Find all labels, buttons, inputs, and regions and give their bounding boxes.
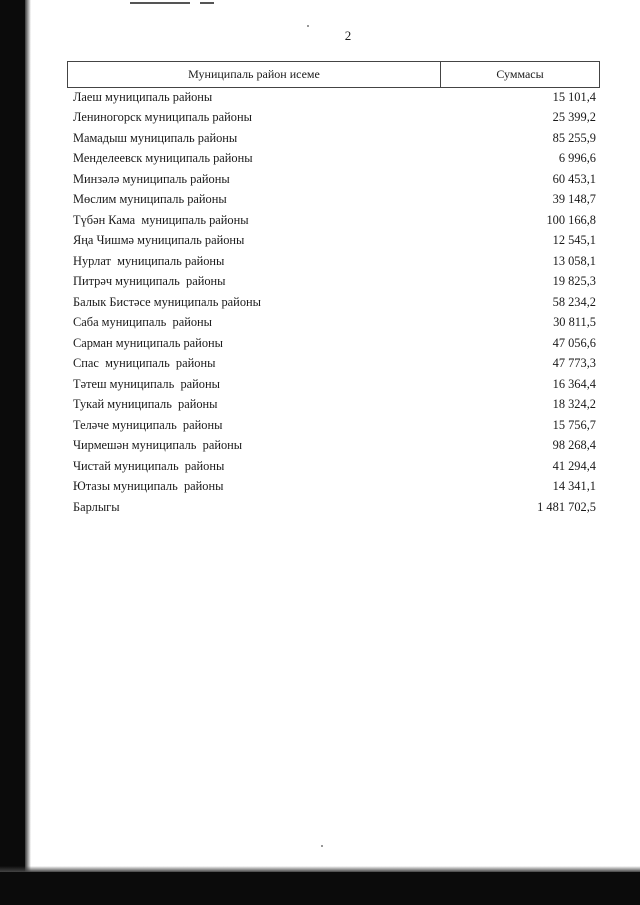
column-header-name: Муниципаль район исеме [68,62,441,87]
row-name: Балык Бистәсе муниципаль районы [73,294,261,309]
row-name: Менделеевск муниципаль районы [73,151,253,166]
row-name: Чистай муниципаль районы [73,458,225,473]
row-value: 13 058,1 [552,253,596,268]
row-value: 19 825,3 [552,274,596,289]
table-body [73,87,596,518]
table-row [73,354,596,375]
total-label: Барлыгы [73,499,120,514]
row-value: 25 399,2 [552,110,596,125]
row-value: 39 148,7 [552,192,596,207]
row-name: Чирмешән муниципаль районы [73,438,243,453]
total-value: 1 481 702,5 [537,499,596,514]
row-name: Минзәлә муниципаль районы [73,171,230,186]
table-row [73,108,596,129]
scan-shadow-left [25,0,31,905]
row-name: Спас муниципаль районы [73,356,216,371]
row-value: 14 341,1 [552,479,596,494]
table-row [73,128,596,149]
scan-speck [321,845,323,847]
row-name: Ютазы муниципаль районы [73,479,224,494]
row-name: Тукай муниципаль районы [73,397,218,412]
table-row [73,169,596,190]
row-name: Тәтеш муниципаль районы [73,376,220,391]
table-row [73,272,596,293]
row-name: Мөслим муниципаль районы [73,192,227,207]
table-row [73,436,596,457]
row-value: 18 324,2 [552,397,596,412]
row-value: 47 773,3 [552,356,596,371]
table-row [73,415,596,436]
table-row [73,292,596,313]
row-name: Мамадыш муниципаль районы [73,130,238,145]
table-row [73,190,596,211]
row-name: Питрәч муниципаль районы [73,274,226,289]
row-value: 85 255,9 [552,130,596,145]
row-value: 30 811,5 [553,315,596,330]
table-row [73,149,596,170]
page-number: 2 [344,28,352,43]
table-header [67,61,600,88]
row-value: 47 056,6 [552,335,596,350]
row-value: 6 996,6 [558,151,596,166]
table-row [73,87,596,108]
row-value: 15 101,4 [552,89,596,104]
row-name: Түбән Кама муниципаль районы [73,212,249,227]
column-header-sum: Суммасы [496,67,544,81]
row-value: 16 364,4 [552,376,596,391]
row-value: 58 234,2 [552,294,596,309]
table-row [73,231,596,252]
table-row [73,210,596,231]
scan-mark [130,2,190,4]
table-row [73,374,596,395]
row-name: Лениногорск муниципаль районы [73,110,252,125]
scan-border-left [0,0,25,905]
table-row [73,395,596,416]
row-value: 60 453,1 [552,171,596,186]
scan-speck [307,25,309,27]
table-row [73,313,596,334]
table-row [73,333,596,354]
scan-border-bottom [0,872,640,905]
scan-mark [200,2,214,4]
table-row [73,477,596,498]
total-row [73,497,596,518]
row-name: Нурлат муниципаль районы [73,253,225,268]
row-name: Теләче муниципаль районы [73,417,223,432]
row-value: 12 545,1 [552,233,596,248]
row-name: Саба муниципаль районы [73,315,212,330]
row-value: 41 294,4 [552,458,596,473]
row-value: 100 166,8 [546,212,596,227]
row-value: 15 756,7 [552,417,596,432]
row-value: 98 268,4 [552,438,596,453]
row-name: Лаеш муниципаль районы [73,89,213,104]
table-row [73,456,596,477]
row-name: Сарман муниципаль районы [73,335,223,350]
row-name: Яңа Чишмә муниципаль районы [73,233,245,248]
table-row [73,251,596,272]
